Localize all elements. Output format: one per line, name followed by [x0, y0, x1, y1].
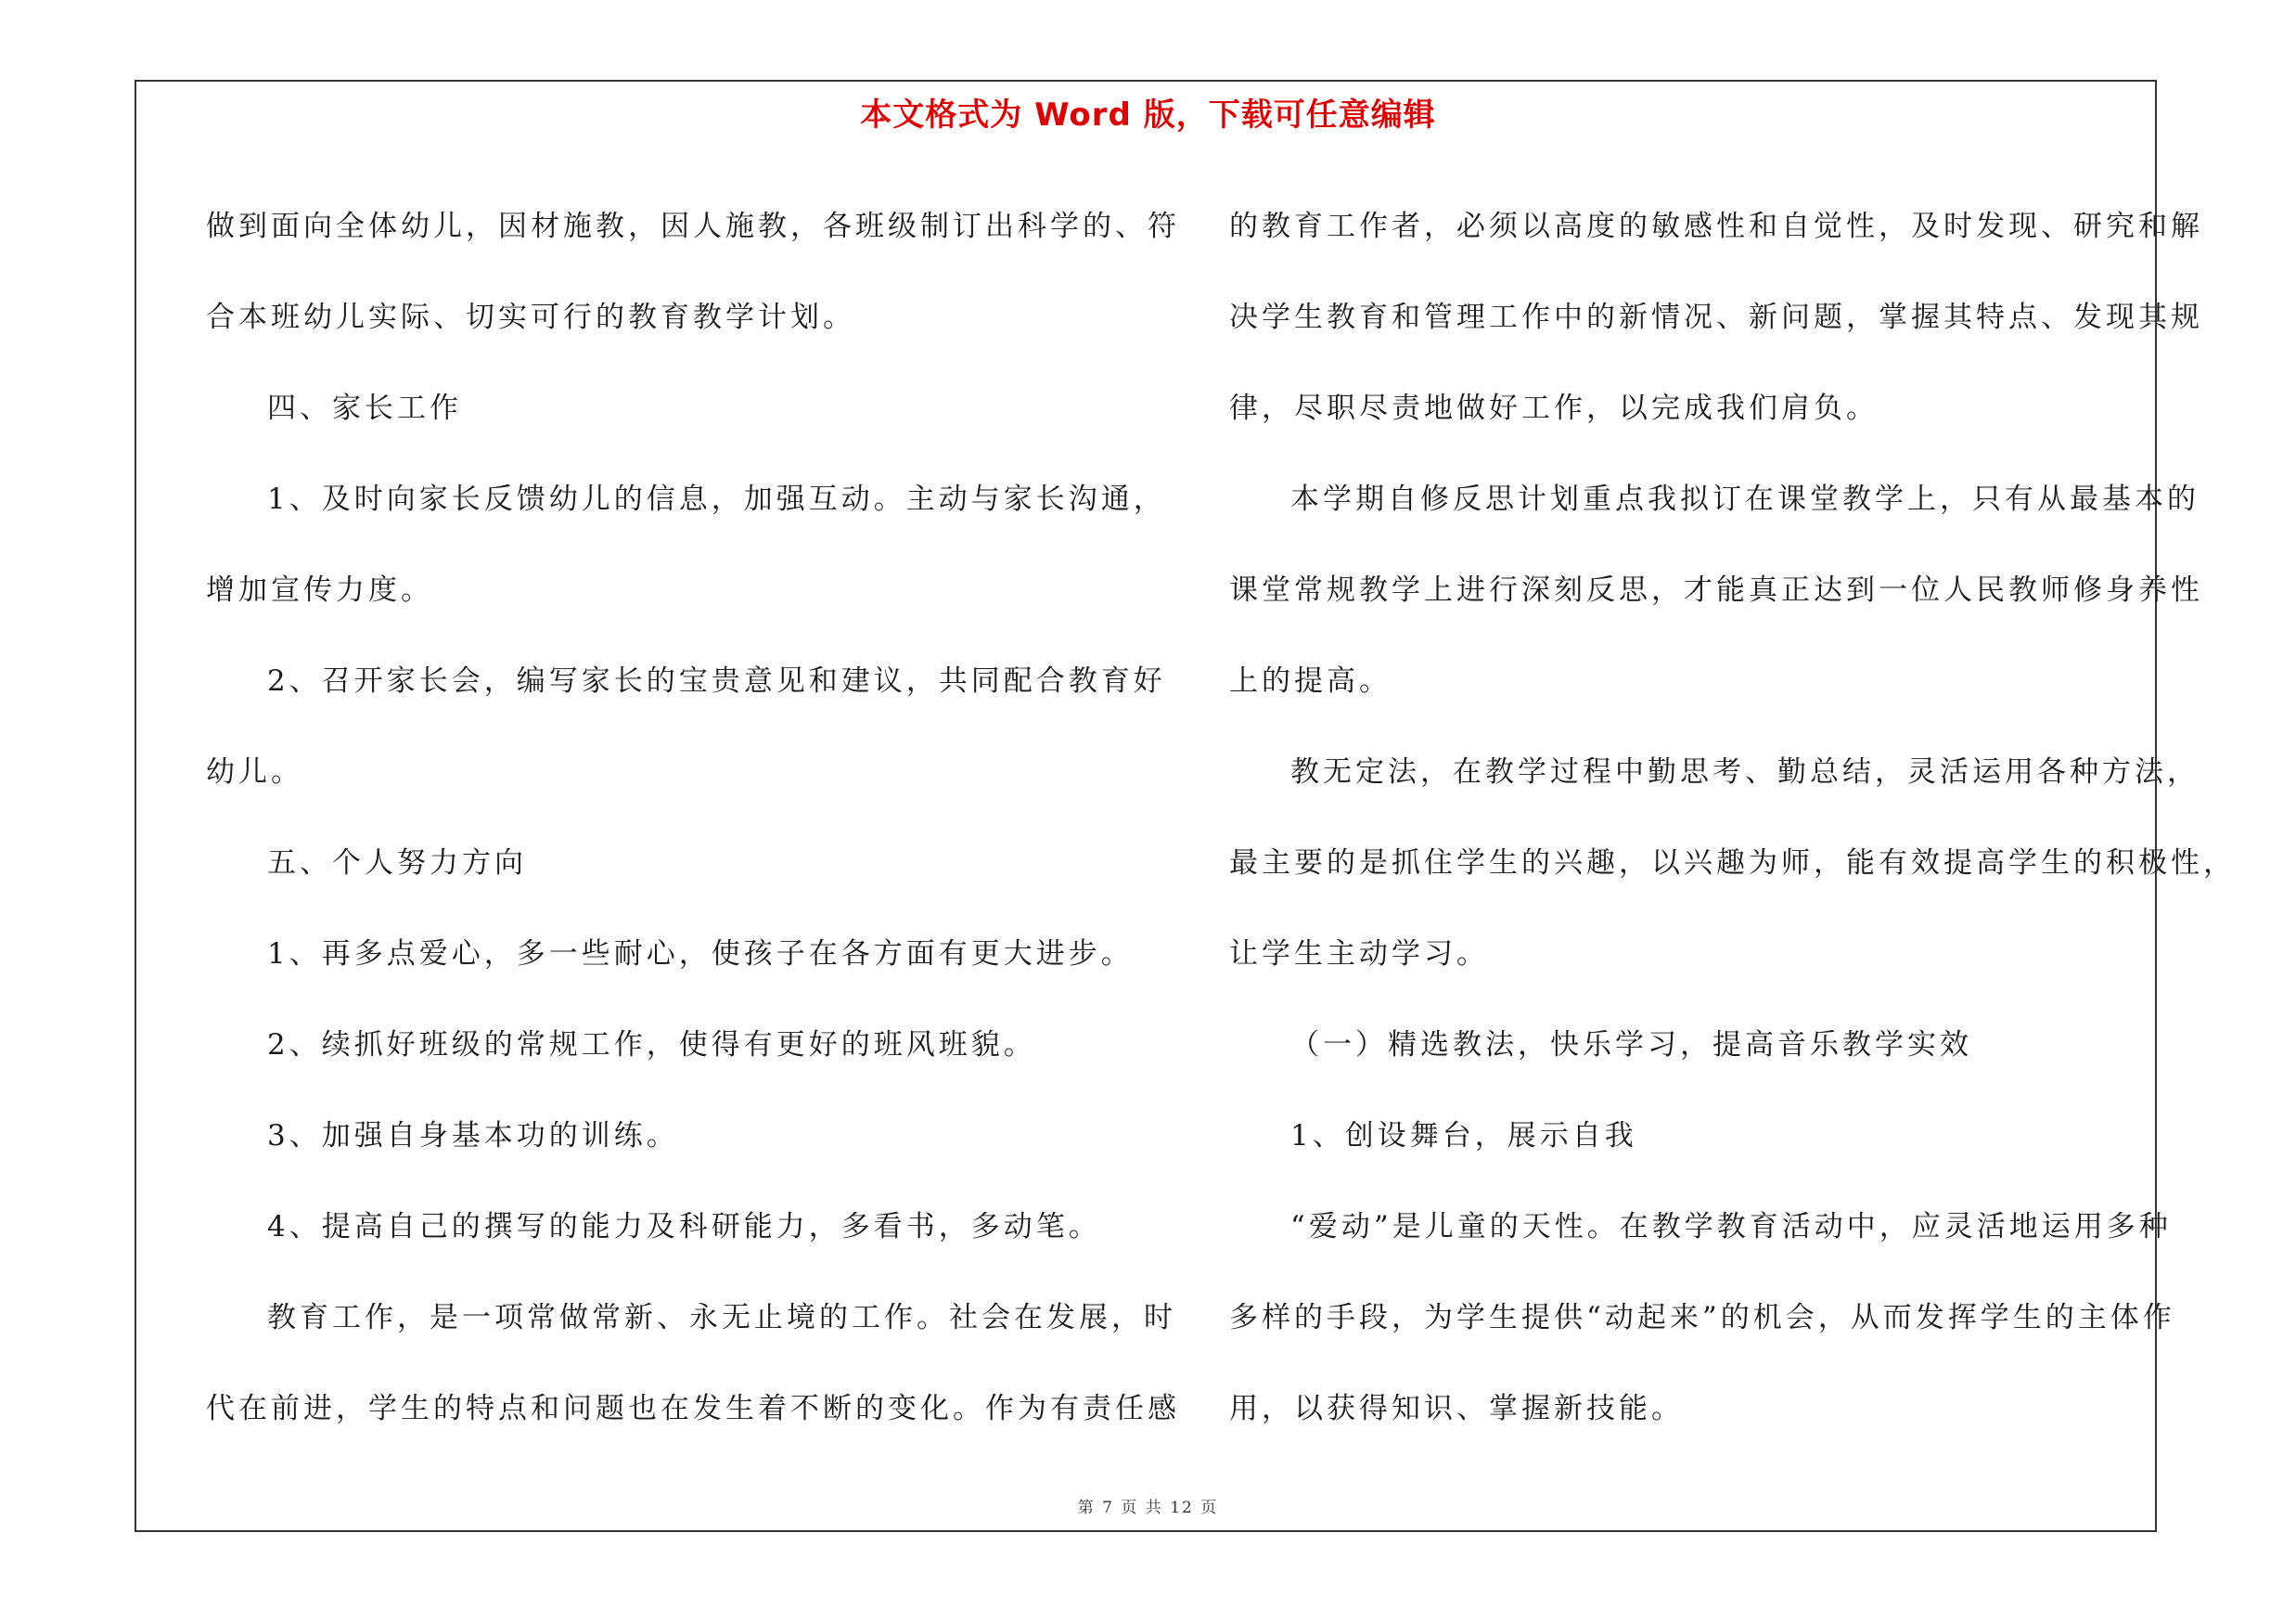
paragraph-line: 增加宣传力度。	[206, 573, 433, 607]
section-heading: 五、个人努力方向	[267, 846, 527, 880]
paragraph-line: 4、提高自己的撰写的能力及科研能力，多看书，多动笔。	[267, 1210, 1101, 1243]
paragraph-line: 幼儿。	[206, 755, 303, 789]
paragraph-line: 2、续抓好班级的常规工作，使得有更好的班风班貌。	[267, 1028, 1036, 1062]
paragraph-line: 代在前进，学生的特点和问题也在发生着不断的变化。作为有责任感	[206, 1392, 1180, 1425]
paragraph-line: 的教育工作者，必须以高度的敏感性和自觉性，及时发现、研究和解	[1229, 210, 2203, 243]
paragraph-line: “爱动”是儿童的天性。在教学教育活动中，应灵活地运用多种	[1290, 1210, 2172, 1243]
paragraph-line: 决学生教育和管理工作中的新情况、新问题，掌握其特点、发现其规	[1229, 301, 2203, 334]
paragraph-line: 本学期自修反思计划重点我拟订在课堂教学上，只有从最基本的	[1290, 483, 2200, 516]
paragraph-line: 教育工作，是一项常做常新、永无止境的工作。社会在发展，时	[267, 1301, 1176, 1334]
paragraph-line: 多样的手段，为学生提供“动起来”的机会，从而发挥学生的主体作	[1229, 1301, 2175, 1334]
document-header-title: 本文格式为 Word 版，下载可任意编辑	[860, 97, 1436, 134]
paragraph-line: 合本班幼儿实际、切实可行的教育教学计划。	[206, 301, 855, 334]
paragraph-line: 2、召开家长会，编写家长的宝贵意见和建议，共同配合教育好	[267, 664, 1166, 698]
paragraph-line: 最主要的是抓住学生的兴趣，以兴趣为师，能有效提高学生的积极性，	[1229, 846, 2236, 880]
section-heading: （一）精选教法，快乐学习，提高音乐教学实效	[1290, 1028, 1972, 1062]
section-heading: 四、家长工作	[267, 392, 462, 425]
paragraph-line: 1、及时向家长反馈幼儿的信息，加强互动。主动与家长沟通，	[267, 483, 1166, 516]
page-number-footer: 第 7 页 共 12 页	[1077, 1499, 1219, 1517]
paragraph-line: 教无定法，在教学过程中勤思考、勤总结，灵活运用各种方法，	[1290, 755, 2200, 789]
left-text-column	[206, 181, 1180, 1454]
paragraph-line: 律，尽职尽责地做好工作，以完成我们肩负。	[1229, 392, 1879, 425]
paragraph-line: 做到面向全体幼儿，因材施教，因人施教，各班级制订出科学的、符	[206, 210, 1180, 243]
right-text-column	[1229, 181, 2236, 1454]
paragraph-line: 用，以获得知识、掌握新技能。	[1229, 1392, 1684, 1425]
paragraph-line: 让学生主动学习。	[1229, 937, 1489, 971]
paragraph-line: 3、加强自身基本功的训练。	[267, 1119, 679, 1153]
paragraph-line: 上的提高。	[1229, 664, 1392, 698]
section-subheading: 1、创设舞台，展示自我	[1290, 1119, 1637, 1153]
paragraph-line: 课堂常规教学上进行深刻反思，才能真正达到一位人民教师修身养性	[1229, 573, 2203, 607]
paragraph-line: 1、再多点爱心，多一些耐心，使孩子在各方面有更大进步。	[267, 937, 1134, 971]
